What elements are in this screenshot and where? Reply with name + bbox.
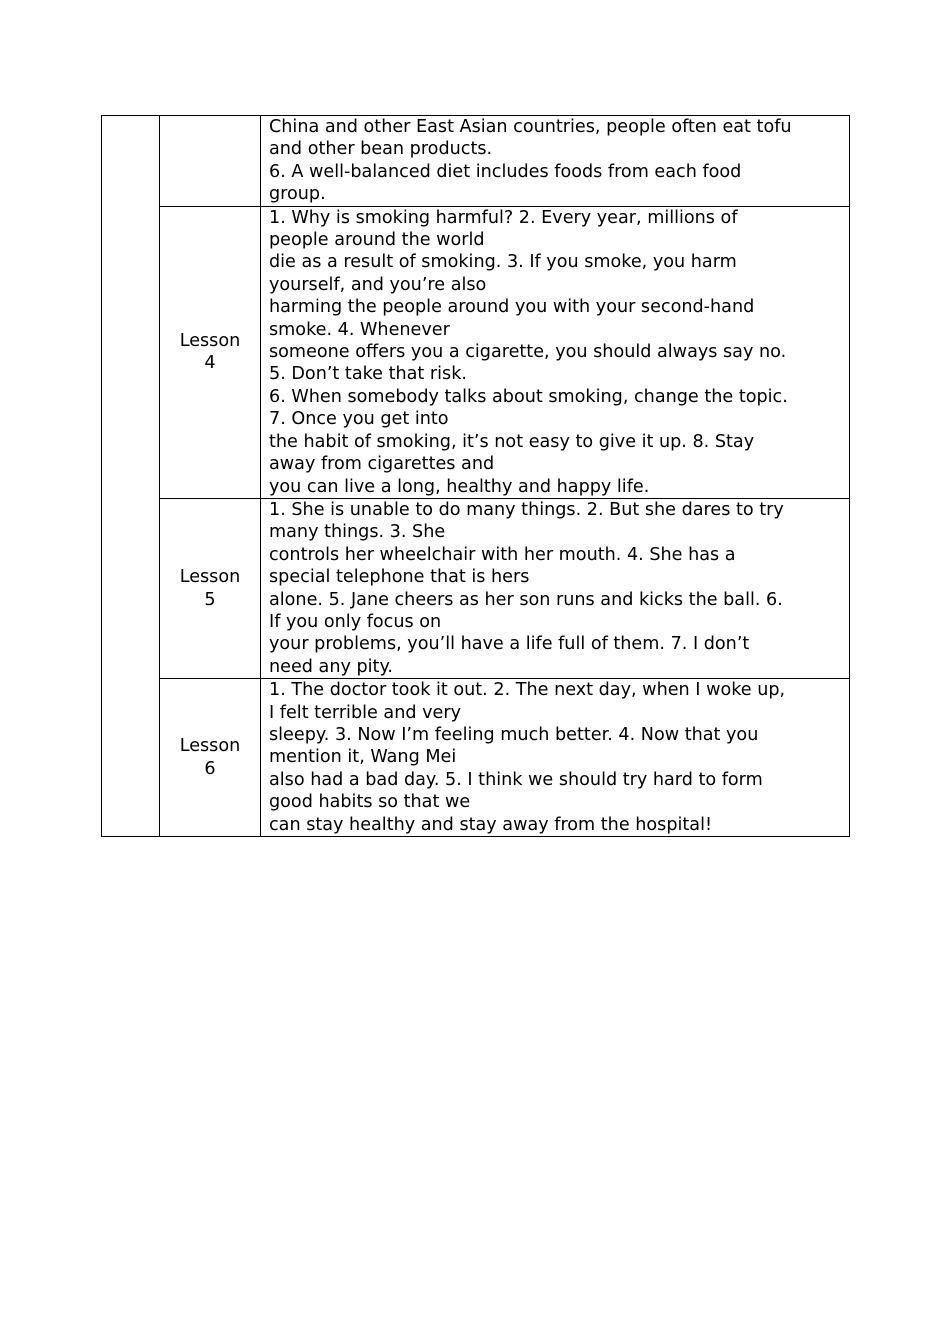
lesson-label: Lesson bbox=[179, 736, 241, 757]
table-row bbox=[102, 116, 850, 207]
content-line: If you only focus on bbox=[269, 611, 442, 632]
content-line: 1. Why is smoking harmful? 2. Every year, millions of bbox=[269, 207, 738, 228]
table-row bbox=[102, 679, 850, 837]
lesson-cell bbox=[160, 206, 261, 498]
content-line: you can live a long, healthy and happy life. bbox=[269, 476, 650, 497]
content-line: group. bbox=[269, 184, 326, 205]
lesson-content bbox=[261, 206, 850, 498]
content-line: special telephone that is hers bbox=[269, 567, 530, 588]
content-line: also had a bad day. 5. I think we should try hard to form bbox=[269, 769, 763, 790]
content-line: 7. Once you get into bbox=[269, 409, 449, 430]
lesson-number: 6 bbox=[204, 758, 216, 779]
content-line: China and other East Asian countries, people often eat tofu bbox=[269, 117, 792, 137]
lesson-content bbox=[261, 116, 850, 207]
content-line: good habits so that we bbox=[269, 792, 471, 813]
content-line: your problems, you’ll have a life full of them. 7. I don’t bbox=[269, 634, 750, 655]
content-line: can stay healthy and stay away from the hospital! bbox=[269, 814, 713, 835]
content-line: I felt terrible and very bbox=[269, 702, 461, 723]
lesson-content bbox=[261, 679, 850, 837]
content-line: many things. 3. She bbox=[269, 522, 446, 543]
content-line: controls her wheelchair with her mouth. 4. She has a bbox=[269, 544, 736, 565]
content-line: sleepy. 3. Now I’m feeling much better. 4. Now that you bbox=[269, 724, 759, 745]
lesson-number: 4 bbox=[204, 353, 216, 374]
lesson-table bbox=[101, 115, 850, 837]
content-line: mention it, Wang Mei bbox=[269, 747, 457, 768]
unit-cell bbox=[102, 116, 160, 837]
content-line: die as a result of smoking. 3. If you smoke, you harm bbox=[269, 252, 737, 273]
content-line: need any pity. bbox=[269, 656, 393, 677]
content-line: 6. A well-balanced diet includes foods from each food bbox=[269, 161, 742, 182]
content-line: 6. When somebody talks about smoking, change the topic. bbox=[269, 386, 788, 407]
lesson-cell bbox=[160, 116, 261, 207]
lesson-number: 5 bbox=[204, 589, 216, 610]
content-line: people around the world bbox=[269, 230, 485, 251]
content-line: smoke. 4. Whenever bbox=[269, 319, 450, 340]
content-line: harming the people around you with your second-hand bbox=[269, 297, 755, 318]
content-line: the habit of smoking, it’s not easy to give it up. 8. Stay bbox=[269, 431, 755, 452]
lesson-cell bbox=[160, 498, 261, 678]
content-line: 5. Don’t take that risk. bbox=[269, 364, 467, 385]
lesson-label: Lesson bbox=[179, 567, 241, 588]
content-line: 1. The doctor took it out. 2. The next day, when I woke up, bbox=[269, 680, 786, 701]
content-line: 1. She is unable to do many things. 2. But she dares to try bbox=[269, 499, 784, 520]
content-line: yourself, and you’re also bbox=[269, 274, 487, 295]
content-line: away from cigarettes and bbox=[269, 454, 495, 475]
lesson-cell bbox=[160, 679, 261, 837]
table-row bbox=[102, 206, 850, 498]
content-line: alone. 5. Jane cheers as her son runs and kicks the ball. 6. bbox=[269, 589, 783, 610]
table-row bbox=[102, 498, 850, 678]
content-line: someone offers you a cigarette, you should always say no. bbox=[269, 342, 787, 363]
lesson-content bbox=[261, 498, 850, 678]
content-line: and other bean products. bbox=[269, 139, 493, 160]
lesson-label: Lesson bbox=[179, 330, 241, 351]
